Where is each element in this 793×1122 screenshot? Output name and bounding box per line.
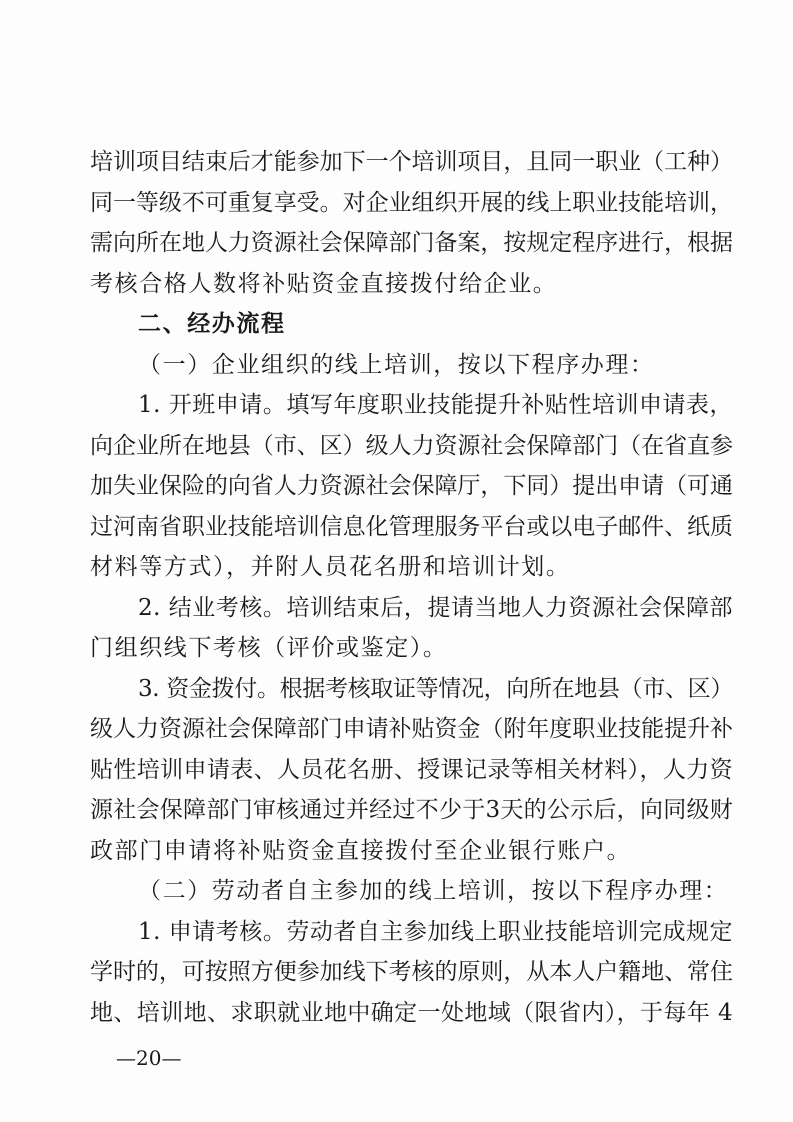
text-line: 考核合格人数将补贴资金直接拨付给企业。 <box>90 270 558 297</box>
text-line: 2. 结业考核。培训结束后，提请当地人力资源社会保障部 <box>138 594 733 621</box>
subsection-heading: （二）劳动者自主参加的线上培训，按以下程序办理： <box>138 878 729 904</box>
text-line: 材料等方式），并附人员花名册和培训计划。 <box>90 554 571 580</box>
text-line: 1. 申请考核。劳动者自主参加线上职业技能培训完成规定 <box>138 918 733 945</box>
text-line: 培训项目结束后才能参加下一个培训项目，且同一职业（工种） <box>90 149 733 175</box>
text-line: 加失业保险的向省人力资源社会保障厅，下同）提出申请（可通 <box>90 473 733 499</box>
text-line: 地、培训地、求职就业地中确定一处地域（限省内），于每年 4 <box>90 999 733 1026</box>
text-line: 政部门申请将补贴资金直接拨付至企业银行账户。 <box>90 837 632 864</box>
subsection-heading: （一）企业组织的线上培训，按以下程序办理： <box>138 351 655 378</box>
section-heading: 二、经办流程 <box>138 310 286 337</box>
text-line: 级人力资源社会保障部门申请补贴资金（附年度职业技能提升补 <box>90 716 733 742</box>
text-line: 3. 资金拨付。根据考核取证等情况，向所在地县（市、区） <box>138 675 733 702</box>
text-line: 向企业所在地县（市、区）级人力资源社会保障部门（在省直参 <box>90 432 733 459</box>
text-line: 同一等级不可重复享受。对企业组织开展的线上职业技能培训， <box>90 189 733 216</box>
text-line: 贴性培训申请表、人员花名册、授课记录等相关材料），人力资 <box>90 756 733 783</box>
text-line: 1. 开班申请。填写年度职业技能提升补贴性培训申请表， <box>138 392 733 418</box>
text-line: 需向所在地人力资源社会保障部门备案，按规定程序进行，根据 <box>90 230 733 256</box>
text-line: 学时的，可按照方便参加线下考核的原则，从本人户籍地、常住 <box>90 959 733 985</box>
page-number: —20— <box>116 1046 182 1070</box>
text-line: 过河南省职业技能培训信息化管理服务平台或以电子邮件、纸质 <box>90 513 733 540</box>
text-line: 源社会保障部门审核通过并经过不少于3天的公示后，向同级财 <box>90 797 733 823</box>
text-line: 门组织线下考核（评价或鉴定）。 <box>90 635 448 661</box>
